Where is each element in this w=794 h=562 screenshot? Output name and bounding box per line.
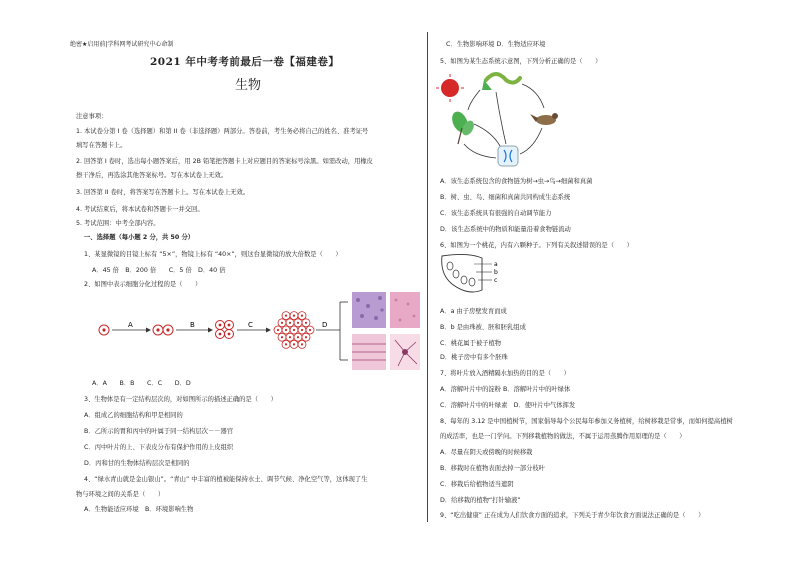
cluster-cell-nucleus [281, 322, 283, 324]
question-8-option-b: B．移栽时在植物表面去掉一部分枝叶 [440, 465, 546, 472]
arrow-insect-bird [522, 84, 544, 108]
sun-icon [436, 74, 464, 102]
cell-cluster [274, 312, 314, 349]
question-4-options: A．生物能适应环境 B．环境影响生物 [84, 506, 194, 513]
arrow-insect-decomposer [496, 92, 506, 144]
cluster-cell-nucleus [305, 322, 307, 324]
bacteria-icon [498, 146, 518, 166]
arrow-tree-decomposer [474, 124, 500, 146]
ecosystem-figure [434, 68, 584, 174]
tissue-image-2 [390, 292, 420, 328]
label-c: c [494, 277, 498, 284]
arrow-decomposer-tree [464, 144, 496, 158]
cluster-cell-nucleus [289, 336, 291, 338]
question-8-option-d: D．给移栽的植物“打针输液” [440, 497, 521, 504]
question-5-option-d: D．该生态系统中的物质和能量沿着食物链流动 [440, 226, 571, 233]
question-3-option-b: B．乙所示的胃和丙中的叶属于同一结构层次－－器官 [84, 428, 234, 435]
fruit-outline [442, 254, 482, 292]
cell-differentiation-figure [90, 290, 420, 372]
question-5-option-b: B．树、虫、鸟、细菌和真菌共同构成生态系统 [440, 194, 571, 201]
question-6-option-a: A．a 由子房壁发育而成 [440, 308, 507, 315]
question-8-stem-line1: 8、每年的 3.12 是中国植树节，国家倡导每个公民每年参加义务植树，给树移栽是常事，而如何提高植树 [440, 418, 733, 425]
exam-title: 2021 年中考考前最后一卷【福建卷】 [150, 56, 340, 68]
cluster-cell-nucleus [281, 336, 283, 338]
question-2-options: A．A B．B C．C D．D [92, 380, 191, 387]
arrow-tree-insect [468, 90, 480, 110]
question-8-option-c: C．移栽后给植物适当遮阴 [440, 481, 514, 488]
note-line: 5. 考试范围：中考全部内容。 [76, 220, 160, 227]
question-5-stem: 5、如图为某生态系统示意图，下列分析正确的是（ ） [440, 58, 602, 65]
note-line: 4. 考试结束后，将本试卷和答题卡一并交回。 [76, 206, 204, 213]
note-line: 2. 回答第 I 卷时，选出每小题答案后，用 2B 铅笔把答题卡上对应题目的答案标号涂黑。如需改动，用橡皮 [76, 158, 373, 165]
question-8-stem-line2: 的成活率，也是一门学问。下列移栽植物的做法，不属于运用蒸腾作用原理的是（ ） [440, 433, 686, 440]
question-3-option-d: D．丙和甘的生物体结构层次是相同的 [84, 460, 190, 467]
question-4-stem-line2: 物与环境之间的关系是（ ） [76, 491, 165, 498]
question-6-option-c: C．桃花属于被子植物 [440, 340, 502, 347]
question-6-option-b: B．b 是由珠被、胚和胚乳组成 [440, 324, 526, 331]
cluster-cell-nucleus [293, 343, 295, 345]
question-9-stem: 9、“吃出健康” 正在成为人们饮食方面的追求，下列关于青少年饮食方面说法正确的是（ ） [440, 512, 705, 519]
cluster-cell-nucleus [293, 329, 295, 331]
peach-fruit-figure [438, 250, 508, 298]
label-b: b [494, 269, 498, 276]
question-6-option-d: D．桃子房中有多个胚珠 [440, 354, 508, 361]
question-5-option-c: C．该生态系统具有很强的自动调节能力 [440, 210, 552, 217]
question-3-option-c: C．丙中叶片的上、下表皮分布有保护作用的上皮组织 [84, 444, 234, 451]
question-1-stem: 1、某显微镜的目镜上标有 “5×”，物镜上标有 “40×”，则这台显微镜的放大倍数是（ ） [84, 251, 342, 258]
left-column [70, 0, 418, 562]
cluster-cell-nucleus [305, 336, 307, 338]
question-5-option-a: A．该生态系统包含的食物链为树→虫→鸟→细菌和真菌 [440, 178, 593, 185]
cell-four [216, 321, 234, 339]
cell-single [99, 325, 109, 335]
label-a: A [128, 321, 133, 329]
question-7-stem: 7、将叶片放入酒精隔水加热的目的是（ ） [440, 370, 570, 377]
note-line: 3. 回答第 II 卷时，将答案写在答题卡上。写在本试卷上无效。 [76, 189, 250, 196]
cluster-cell-nucleus [289, 322, 291, 324]
question-1-options: A．45 倍 B．200 倍 C．5 倍 D．40 倍 [92, 267, 226, 274]
question-7-options-row1: A．溶解叶片中的淀粉 B．溶解叶片中的叶绿体 [440, 386, 571, 393]
caterpillar-icon [482, 74, 520, 90]
cluster-cell-nucleus [293, 315, 295, 317]
secret-note: 绝密★启用前|学科网考试研究中心命制 [70, 41, 174, 48]
section-heading: 一、选择题（每小题 2 分，共 50 分） [84, 234, 195, 241]
question-3-option-a: A．组成乙的细胞结构和甲是相同的 [84, 412, 183, 419]
question-3-stem: 3、生物体是有一定结构层次的，对如图所示的描述正确的是（ ） [84, 396, 277, 403]
cluster-cell-nucleus [285, 329, 287, 331]
right-column [434, 0, 764, 562]
note-line: 1. 本试卷分第 I 卷（选择题）和第 II 卷（非选择题）两部分。答卷前，考生务必将自己的姓名、准考证号 [76, 128, 369, 135]
label-a: a [494, 261, 498, 268]
cluster-cell-nucleus [309, 329, 311, 331]
label-d: D [322, 321, 328, 329]
arrow-bird-decomposer [520, 128, 542, 154]
cluster-cell-nucleus [301, 343, 303, 345]
cluster-cell-nucleus [297, 322, 299, 324]
question-6-stem: 6、如图为一个桃花，内有六颗种子。下列有关叙述错误的是（ ） [440, 242, 633, 249]
cluster-cell-nucleus [301, 315, 303, 317]
cluster-cell-nucleus [297, 336, 299, 338]
notes-heading: 注意事项： [76, 113, 108, 120]
cluster-cell-nucleus [285, 343, 287, 345]
note-line: 填写在答题卡上。 [76, 142, 127, 149]
question-7-options-row2: C．溶解叶片中的叶绿素 D．使叶片中气体挥发 [440, 402, 576, 409]
cluster-cell-nucleus [301, 329, 303, 331]
leaf-branch-icon [449, 109, 476, 144]
note-line: 擦干净后，再选涂其他答案标号。写在本试卷上无效。 [76, 172, 228, 179]
cluster-cell-nucleus [277, 329, 279, 331]
subject-title: 生物 [235, 78, 262, 93]
question-4-stem-line1: 4、“绿水青山就是金山银山”。“青山” 中丰富的植被能保持水土、调节气候、净化空气等，这体现了生 [84, 476, 368, 483]
label-c: C [248, 321, 253, 329]
question-2-stem: 2、如图中表示细胞分化过程的是（ ） [84, 281, 202, 288]
cell-two [153, 325, 173, 335]
question-4-options-cont: C．生物影响环境 D．生物适应环境 [446, 41, 546, 48]
bird-icon [530, 113, 558, 125]
cluster-cell-nucleus [285, 315, 287, 317]
question-8-option-a: A．尽量在阴天或傍晚的时候移栽 [440, 449, 533, 456]
column-divider [427, 32, 428, 522]
label-b: B [190, 321, 195, 329]
